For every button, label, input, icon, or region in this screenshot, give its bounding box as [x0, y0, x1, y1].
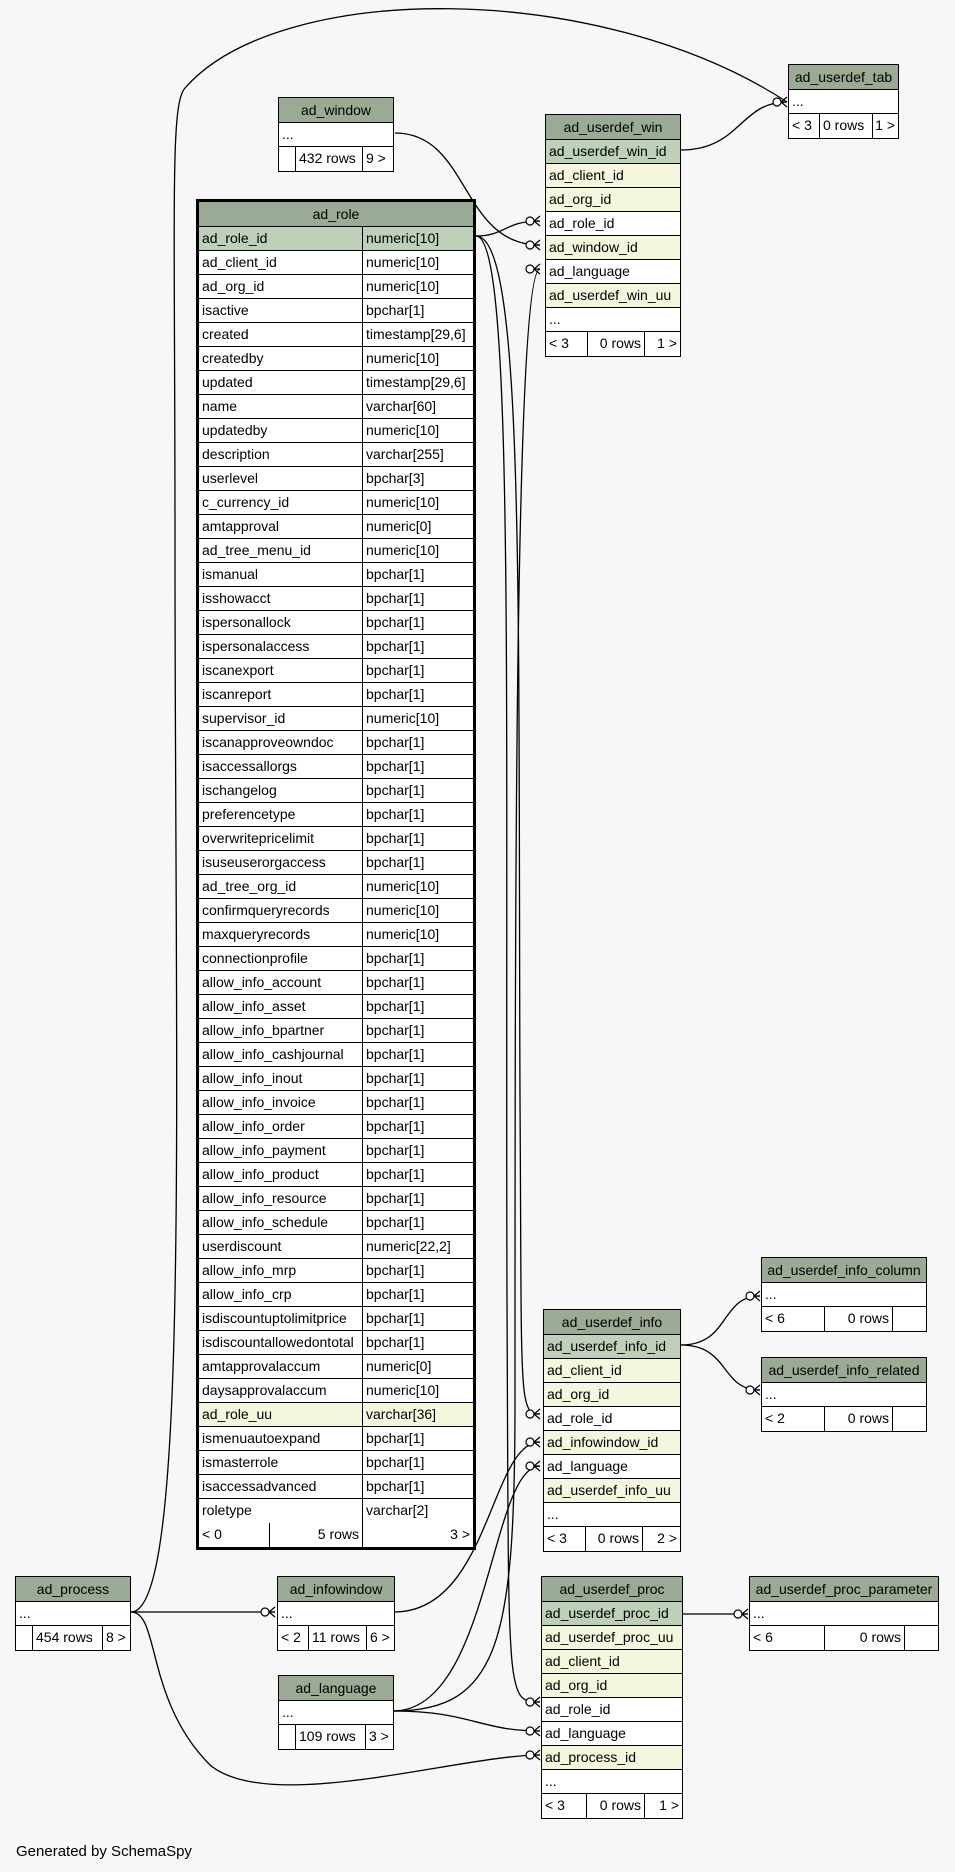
table-row [199, 1307, 473, 1331]
ellipsis-row: ... [547, 1506, 559, 1522]
column-ad-userdef-proc-uu: ad_userdef_proc_uu [545, 1629, 674, 1645]
column-name: ad_tree_menu_id [202, 542, 311, 558]
stat-rows: 5 rows [269, 1523, 362, 1547]
table-row [199, 827, 473, 851]
column-ad-client-id: ad_client_id [547, 1362, 622, 1378]
stat-parents: < 0 [202, 1526, 222, 1542]
column-type: bpchar[1] [362, 1067, 473, 1090]
column-ad-userdef-win-id: ad_userdef_win_id [549, 143, 667, 159]
column-name: allow_info_cashjournal [202, 1046, 344, 1062]
table-header: ad_userdef_info [544, 1310, 680, 1335]
column-type: bpchar[1] [362, 851, 473, 874]
table-ad-userdef-proc-parameter[interactable] [749, 1576, 939, 1651]
column-name: iscanapproveowndoc [202, 734, 334, 750]
column-name: allow_info_inout [202, 1070, 303, 1086]
column-type: numeric[0] [362, 515, 473, 538]
stat-children [892, 1407, 926, 1431]
table-row [199, 1043, 473, 1067]
table-row [199, 1163, 473, 1187]
column-type: numeric[10] [362, 275, 473, 298]
column-name: isshowacct [202, 590, 271, 606]
stat-children: 3 > [362, 1523, 473, 1547]
optional-marker [526, 265, 534, 273]
stat-rows: 454 rows [32, 1626, 102, 1650]
table-row [199, 1259, 473, 1283]
optional-marker [746, 1386, 754, 1394]
column-name: createdby [202, 350, 264, 366]
table-row [199, 251, 473, 275]
stat-rows: 109 rows [295, 1725, 365, 1749]
column-type: bpchar[1] [362, 1283, 473, 1306]
column-name: isuseuserorgaccess [202, 854, 326, 870]
column-name: iscanreport [202, 686, 272, 702]
column-type: bpchar[1] [362, 1043, 473, 1066]
table-row [199, 1403, 473, 1427]
table-ad-userdef-win[interactable] [545, 114, 681, 357]
column-type: bpchar[1] [362, 1019, 473, 1042]
crows-foot-marker [534, 216, 540, 226]
ellipsis-row: ... [19, 1605, 31, 1621]
column-type: numeric[10] [362, 899, 473, 922]
table-header: ad_userdef_info_related [762, 1358, 926, 1383]
column-name: isaccessadvanced [202, 1478, 317, 1494]
crows-foot-marker [534, 240, 540, 250]
table-row [199, 227, 473, 251]
crows-foot-marker [534, 1409, 540, 1419]
generated-by-footer: Generated by SchemaSpy [16, 1843, 192, 1860]
crows-foot-marker [534, 1726, 540, 1736]
table-row [199, 1331, 473, 1355]
stat-rows: 0 rows [824, 1307, 892, 1331]
column-name: roletype [202, 1502, 252, 1518]
column-type: bpchar[1] [362, 1091, 473, 1114]
stat-children: 8 > [102, 1626, 130, 1650]
column-name: allow_info_account [202, 974, 322, 990]
column-type: numeric[0] [362, 1355, 473, 1378]
column-type: varchar[60] [362, 395, 473, 418]
column-name: ismenuautoexpand [202, 1430, 321, 1446]
stat-children: 2 > [642, 1527, 680, 1551]
column-type: numeric[10] [362, 923, 473, 946]
table-ad-userdef-info-related[interactable] [761, 1357, 927, 1432]
column-type: bpchar[1] [362, 1259, 473, 1282]
table-ad-infowindow[interactable] [277, 1576, 395, 1651]
column-name: ad_role_uu [202, 1406, 273, 1422]
crows-foot-marker [742, 1609, 748, 1619]
column-name: allow_info_product [202, 1166, 319, 1182]
column-name: confirmqueryrecords [202, 902, 330, 918]
column-ad-role-id: ad_role_id [547, 1410, 613, 1426]
stat-children: 1 > [644, 332, 680, 356]
column-ad-org-id: ad_org_id [547, 1386, 610, 1402]
stat-parents: < 6 [765, 1310, 785, 1326]
table-row [199, 1499, 473, 1523]
column-ad-window-id: ad_window_id [549, 239, 638, 255]
column-type: bpchar[1] [362, 1187, 473, 1210]
optional-marker [526, 1462, 534, 1470]
table-row [199, 419, 473, 443]
table-header: ad_userdef_proc [542, 1577, 682, 1602]
stat-children [904, 1626, 938, 1650]
column-type: bpchar[1] [362, 1307, 473, 1330]
column-name: allow_info_bpartner [202, 1022, 325, 1038]
table-row [199, 851, 473, 875]
edge-ad-language-ad-userdef-proc [393, 1711, 540, 1731]
table-row [199, 731, 473, 755]
column-type: bpchar[1] [362, 779, 473, 802]
crows-foot-marker [754, 1291, 760, 1301]
column-name: allow_info_resource [202, 1190, 327, 1206]
column-ad-language: ad_language [549, 263, 630, 279]
table-row [199, 1379, 473, 1403]
optional-marker [526, 1727, 534, 1735]
ellipsis-row: ... [765, 1386, 777, 1402]
table-ad-userdef-info-column[interactable] [761, 1257, 927, 1332]
table-header: ad_window [279, 98, 393, 123]
column-name: ismanual [202, 566, 259, 582]
column-name: updatedby [202, 422, 268, 438]
column-name: allow_info_asset [202, 998, 306, 1014]
table-row [199, 1019, 473, 1043]
table-row [199, 1067, 473, 1091]
table-row [199, 707, 473, 731]
table-header: ad_language [279, 1676, 393, 1701]
table-row [199, 755, 473, 779]
column-type: bpchar[1] [362, 659, 473, 682]
column-ad-role-id: ad_role_id [549, 215, 615, 231]
column-type: bpchar[1] [362, 1139, 473, 1162]
column-ad-infowindow-id: ad_infowindow_id [547, 1434, 659, 1450]
optional-marker [773, 98, 781, 106]
column-type: bpchar[1] [362, 1163, 473, 1186]
ellipsis-row: ... [549, 311, 561, 327]
column-name: isdiscountuptolimitprice [202, 1310, 347, 1326]
stat-parents: < 3 [549, 335, 569, 351]
optional-marker [526, 1751, 534, 1759]
ellipsis-row: ... [282, 126, 294, 142]
table-row [199, 659, 473, 683]
column-name: description [202, 446, 270, 462]
column-type: bpchar[1] [362, 1451, 473, 1474]
crows-foot-marker [534, 1750, 540, 1760]
stat-rows: 0 rows [824, 1407, 892, 1431]
table-row [199, 875, 473, 899]
ellipsis-row: ... [765, 1286, 777, 1302]
stat-rows: 11 rows [308, 1626, 366, 1650]
stat-rows: 0 rows [585, 1527, 642, 1551]
table-row [199, 323, 473, 347]
table-row [199, 947, 473, 971]
table-row [199, 371, 473, 395]
stat-parents: < 6 [753, 1629, 773, 1645]
column-name: connectionprofile [202, 950, 308, 966]
column-type: numeric[10] [362, 251, 473, 274]
stat-parents: < 3 [547, 1530, 567, 1546]
stat-parents: < 3 [792, 117, 812, 133]
optional-marker [526, 217, 534, 225]
column-ad-role-id: ad_role_id [545, 1701, 611, 1717]
column-name: isaccessallorgs [202, 758, 297, 774]
column-ad-userdef-info-id: ad_userdef_info_id [547, 1338, 667, 1354]
column-type: bpchar[1] [362, 1115, 473, 1138]
stat-rows: 0 rows [819, 114, 872, 138]
stat-children [892, 1307, 926, 1331]
edge-ad-userdef-info-column [681, 1296, 760, 1345]
column-name: userdiscount [202, 1238, 282, 1254]
column-type: numeric[10] [362, 707, 473, 730]
table-row [199, 1475, 473, 1499]
column-name: userlevel [202, 470, 259, 486]
column-name: allow_info_crp [202, 1286, 292, 1302]
column-name: isactive [202, 302, 249, 318]
optional-marker [526, 1698, 534, 1706]
ellipsis-row: ... [282, 1704, 294, 1720]
column-type: numeric[10] [362, 491, 473, 514]
stat-children: 3 > [365, 1725, 393, 1749]
column-name: iscanexport [202, 662, 274, 678]
column-name: ischangelog [202, 782, 277, 798]
stat-rows: 432 rows [295, 147, 362, 171]
table-row [199, 563, 473, 587]
stat-children: 1 > [872, 114, 898, 138]
column-name: overwritepricelimit [202, 830, 315, 846]
ellipsis-row: ... [545, 1773, 557, 1789]
column-type: bpchar[1] [362, 611, 473, 634]
table-row [199, 1139, 473, 1163]
table-row [199, 347, 473, 371]
column-type: numeric[10] [362, 347, 473, 370]
crows-foot-marker [534, 1697, 540, 1707]
column-type: varchar[36] [362, 1403, 473, 1426]
table-ad-userdef-proc[interactable] [541, 1576, 683, 1819]
table-row [199, 1235, 473, 1259]
column-ad-org-id: ad_org_id [545, 1677, 608, 1693]
column-name: ispersonallock [202, 614, 291, 630]
column-type: bpchar[1] [362, 971, 473, 994]
column-type: numeric[22,2] [362, 1235, 473, 1258]
table-row [199, 1283, 473, 1307]
optional-marker [261, 1608, 269, 1616]
column-ad-language: ad_language [547, 1458, 628, 1474]
edge-ad-userdef-win-ad-userdef-tab [681, 102, 787, 150]
column-ad-org-id: ad_org_id [549, 191, 612, 207]
column-name: daysapprovalaccum [202, 1382, 327, 1398]
column-type: varchar[255] [362, 443, 473, 466]
stat-parents: < 2 [281, 1629, 301, 1645]
column-type: bpchar[1] [362, 1331, 473, 1354]
table-ad-window[interactable] [278, 97, 394, 172]
edge-ad-userdef-info-related [681, 1345, 760, 1390]
table-ad-userdef-info[interactable] [543, 1309, 681, 1552]
stat-children: 9 > [362, 147, 393, 171]
ellipsis-row: ... [753, 1605, 765, 1621]
optional-marker [526, 1438, 534, 1446]
table-row [199, 1451, 473, 1475]
table-row [199, 683, 473, 707]
ellipsis-row: ... [792, 93, 804, 109]
column-type: bpchar[1] [362, 995, 473, 1018]
table-row [199, 1187, 473, 1211]
crows-foot-marker [754, 1385, 760, 1395]
optional-marker [526, 1410, 534, 1418]
column-ad-language: ad_language [545, 1725, 626, 1741]
column-name: allow_info_mrp [202, 1262, 297, 1278]
column-type: timestamp[29,6] [362, 323, 473, 346]
column-name: ad_tree_org_id [202, 878, 297, 894]
column-name: ad_client_id [202, 254, 277, 270]
column-name: name [202, 398, 238, 414]
table-row [199, 635, 473, 659]
table-header: ad_infowindow [278, 1577, 394, 1602]
table-header: ad_userdef_proc_parameter [750, 1577, 938, 1602]
column-type: numeric[10] [362, 539, 473, 562]
ellipsis-row: ... [281, 1605, 293, 1621]
column-name: ad_org_id [202, 278, 265, 294]
table-row [199, 803, 473, 827]
column-name: isdiscountallowedontotal [202, 1334, 354, 1350]
column-name: ad_role_id [202, 230, 268, 246]
column-type: bpchar[3] [362, 467, 473, 490]
column-ad-userdef-proc-id: ad_userdef_proc_id [545, 1605, 669, 1621]
stat-parents: < 3 [545, 1797, 565, 1813]
optional-marker [734, 1610, 742, 1618]
optional-marker [526, 241, 534, 249]
column-type: bpchar[1] [362, 635, 473, 658]
table-row [199, 1211, 473, 1235]
table-row [199, 299, 473, 323]
table-header: ad_userdef_info_column [762, 1258, 926, 1283]
column-name: created [202, 326, 249, 342]
table-row [199, 587, 473, 611]
column-type: bpchar[1] [362, 803, 473, 826]
table-row [199, 443, 473, 467]
column-name: allow_info_order [202, 1118, 305, 1134]
table-row [199, 1355, 473, 1379]
column-name: maxqueryrecords [202, 926, 311, 942]
column-type: bpchar[1] [362, 947, 473, 970]
table-ad-userdef-tab[interactable] [788, 64, 899, 139]
column-type: bpchar[1] [362, 1475, 473, 1498]
column-name: allow_info_invoice [202, 1094, 316, 1110]
column-name: ispersonalaccess [202, 638, 310, 654]
table-row [199, 515, 473, 539]
table-ad-language[interactable] [278, 1675, 394, 1750]
table-row [199, 467, 473, 491]
edge-ad-role-ad-userdef-info [476, 236, 540, 1414]
column-type: timestamp[29,6] [362, 371, 473, 394]
column-type: bpchar[1] [362, 587, 473, 610]
stat-parents: < 2 [765, 1410, 785, 1426]
column-name: updated [202, 374, 253, 390]
crows-foot-marker [534, 1437, 540, 1447]
column-name: allow_info_schedule [202, 1214, 329, 1230]
column-name: amtapproval [202, 518, 280, 534]
table-row [199, 1115, 473, 1139]
column-ad-process-id: ad_process_id [545, 1749, 637, 1765]
column-type: bpchar[1] [362, 1427, 473, 1450]
column-name: c_currency_id [202, 494, 290, 510]
edge-ad-role-ad-userdef-proc [476, 236, 540, 1702]
column-type: bpchar[1] [362, 683, 473, 706]
stat-parents [279, 1725, 295, 1749]
table-row [199, 275, 473, 299]
table-row [199, 923, 473, 947]
column-type: bpchar[1] [362, 755, 473, 778]
column-ad-userdef-win-uu: ad_userdef_win_uu [549, 287, 672, 303]
stat-parents [279, 147, 295, 171]
table-row [199, 1427, 473, 1451]
column-name: amtapprovalaccum [202, 1358, 321, 1374]
column-name: allow_info_payment [202, 1142, 326, 1158]
table-header: ad_userdef_win [546, 115, 680, 140]
table-ad-process[interactable] [15, 1576, 131, 1651]
table-row [199, 1091, 473, 1115]
column-name: ismasterrole [202, 1454, 279, 1470]
table-header: ad_process [16, 1577, 130, 1602]
table-row [199, 395, 473, 419]
column-type: numeric[10] [362, 419, 473, 442]
stat-children: 6 > [366, 1626, 394, 1650]
column-ad-client-id: ad_client_id [545, 1653, 620, 1669]
stat-rows: 0 rows [587, 332, 644, 356]
crows-foot-marker [269, 1607, 275, 1617]
column-type: bpchar[1] [362, 731, 473, 754]
stat-parents [16, 1626, 32, 1650]
table-header: ad_userdef_tab [789, 65, 898, 90]
column-name: supervisor_id [202, 710, 286, 726]
column-type: numeric[10] [362, 1379, 473, 1402]
table-ad-role[interactable] [196, 199, 476, 1550]
column-ad-client-id: ad_client_id [549, 167, 624, 183]
stat-children: 1 > [644, 1794, 682, 1818]
table-row [199, 491, 473, 515]
column-type: varchar[2] [362, 1499, 473, 1523]
crows-foot-marker [534, 1461, 540, 1471]
column-type: numeric[10] [362, 227, 473, 250]
table-row [199, 539, 473, 563]
column-type: bpchar[1] [362, 563, 473, 586]
column-ad-userdef-info-uu: ad_userdef_info_uu [547, 1482, 671, 1498]
stat-rows: 0 rows [586, 1794, 644, 1818]
table-row [199, 995, 473, 1019]
column-type: bpchar[1] [362, 827, 473, 850]
column-name: preferencetype [202, 806, 296, 822]
table-header: ad_role [199, 202, 473, 227]
stat-rows: 0 rows [824, 1626, 904, 1650]
table-row [199, 779, 473, 803]
column-type: bpchar[1] [362, 1211, 473, 1234]
table-row [199, 611, 473, 635]
optional-marker [746, 1292, 754, 1300]
column-type: numeric[10] [362, 875, 473, 898]
table-row [199, 971, 473, 995]
column-type: bpchar[1] [362, 299, 473, 322]
table-row [199, 899, 473, 923]
